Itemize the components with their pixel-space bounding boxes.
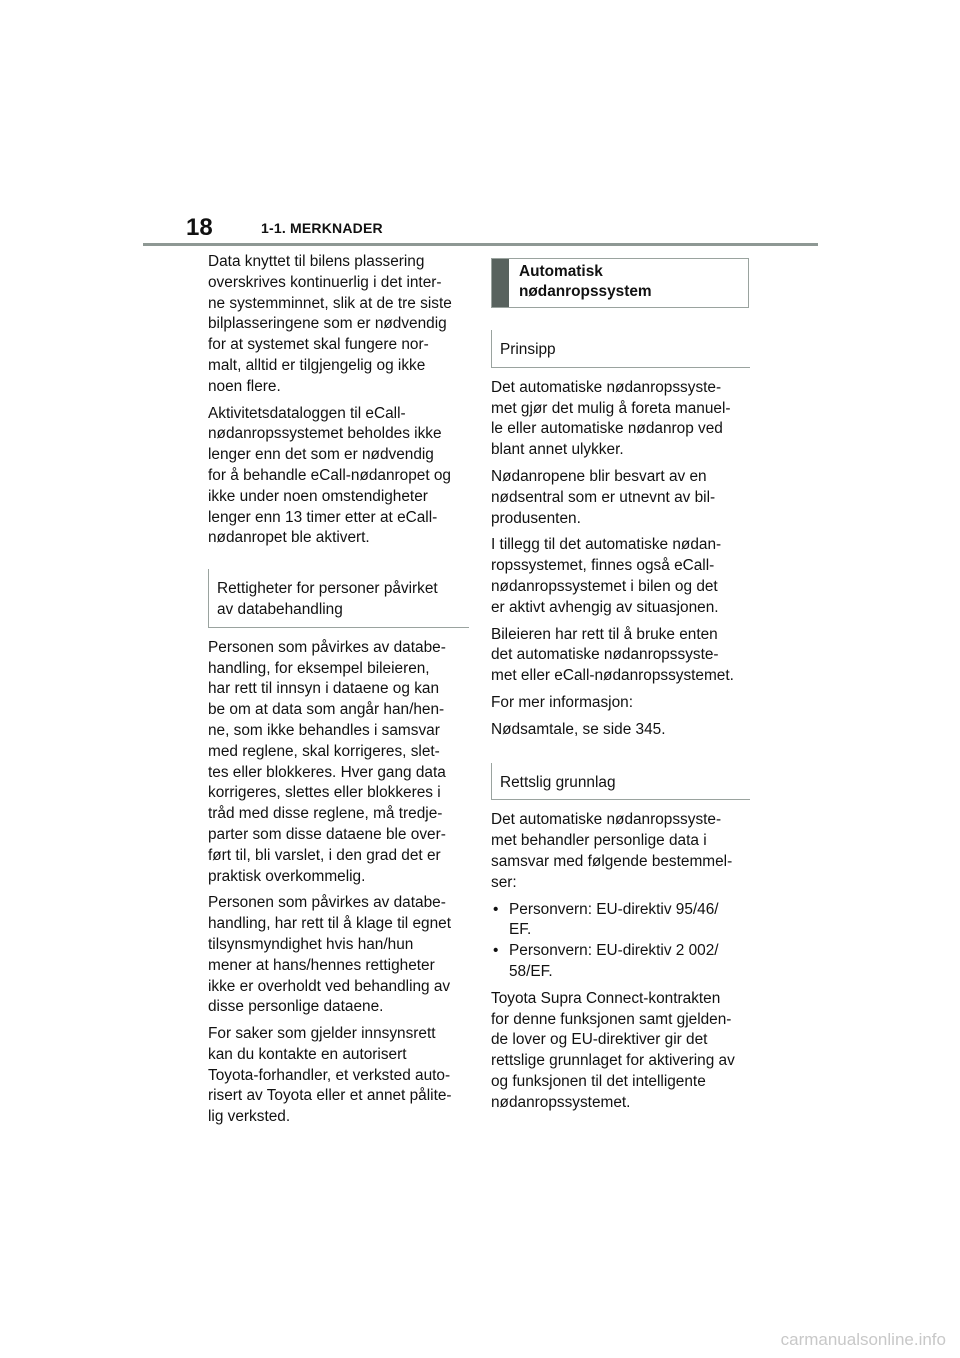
page-number: 18	[186, 214, 213, 241]
header-divider	[143, 243, 818, 246]
subheading-rights: Rettigheter for personer påvirket av databehandling	[208, 569, 469, 628]
paragraph: Data knyttet til bilens plassering overskrives kontinuerlig i det inter- ne systemminnet, slik at de tre siste bilplasseringene som er nødvendig for at systemet skal fungere nor- malt, alltid er tilgjengelig og ikke noen flere.	[208, 253, 452, 395]
paragraph: I tillegg til det automatiske nødan- ropssystemet, finnes også eCall- nødanropssystemet i bilen og det er aktivt avhengig av situasjonen.	[491, 536, 722, 616]
paragraph: Nødanropene blir besvart av en nødsentral som er utnevnt av bil- produsenten.	[491, 467, 716, 527]
paragraph: Nødsamtale, se side 345.	[491, 720, 666, 738]
subheading-principle: Prinsipp	[491, 330, 750, 368]
subheading-legal-basis: Rettslig grunnlag	[491, 763, 750, 801]
paragraph: Bileieren har rett til å bruke enten det automatiske nødanropssyste- met eller eCall-nødanropssystemet.	[491, 625, 734, 685]
paragraph: Personen som påvirkes av databe- handling, for eksempel bileieren, har rett til innsyn i dataene og kan be om at data som angår han/hen- ne, som ikke behandles i samsvar med reglene, skal korrigeres, slet- tes eller blokkeres. Hver gang data korrigeres, slettes eller blokkeres i tråd med disse reglene, må tredje- parter som disse dataene ble over- ført til, bli varslet, i den grad det er praktisk overkommelig.	[208, 638, 446, 885]
heading-accent-bar	[492, 259, 509, 307]
page-header	[0, 0, 960, 250]
paragraph: For mer informasjon:	[491, 693, 633, 711]
section-heading-box	[491, 258, 749, 308]
paragraph: Personen som påvirkes av databe- handling, har rett til å klage til egnet tilsynsmyndighet hvis han/hun mener at hans/hennes rettigheter ikke er overholdt ved behandling av disse personlige dataene.	[208, 894, 451, 1016]
paragraph: Aktivitetsdataloggen til eCall- nødanropssystemet beholdes ikke lenger enn det som er nødvendig for å behandle eCall-nødanropet og ikke under noen omstendigheter lenger enn 13 timer etter at eCall- nødanropet ble aktivert.	[208, 404, 451, 547]
paragraph: For saker som gjelder innsynsrett kan du kontakte en autorisert Toyota-forhandler, et verksted auto- risert av Toyota eller et annet pålite- lig verksted.	[208, 1025, 452, 1126]
list-item: • Personvern: EU-direktiv 95/46/ EF.	[491, 900, 749, 942]
watermark: carmanualsonline.info	[780, 1330, 946, 1349]
paragraph: Det automatiske nødanropssyste- met behandler personlige data i samsvar med følgende bestemmel- ser:	[491, 811, 733, 891]
right-column	[491, 252, 749, 1120]
bullet-list	[491, 900, 749, 983]
paragraph: Det automatiske nødanropssyste- met gjør det mulig å foreta manuel- le eller automatiske nødanrop ved blant annet ulykker.	[491, 378, 731, 459]
section-heading: Automatisk nødanropssystem	[519, 263, 652, 300]
left-column	[208, 252, 470, 1134]
section-title: 1-1. MERKNADER	[261, 220, 383, 236]
paragraph: Toyota Supra Connect-kontrakten for denne funksjonen samt gjelden- de lover og EU-direktiver gir det rettslige grunnlaget for aktivering av og funksjonen til det intelligente nødanropssystemet.	[491, 989, 735, 1111]
list-item: • Personvern: EU-direktiv 2 002/ 58/EF.	[491, 941, 749, 983]
